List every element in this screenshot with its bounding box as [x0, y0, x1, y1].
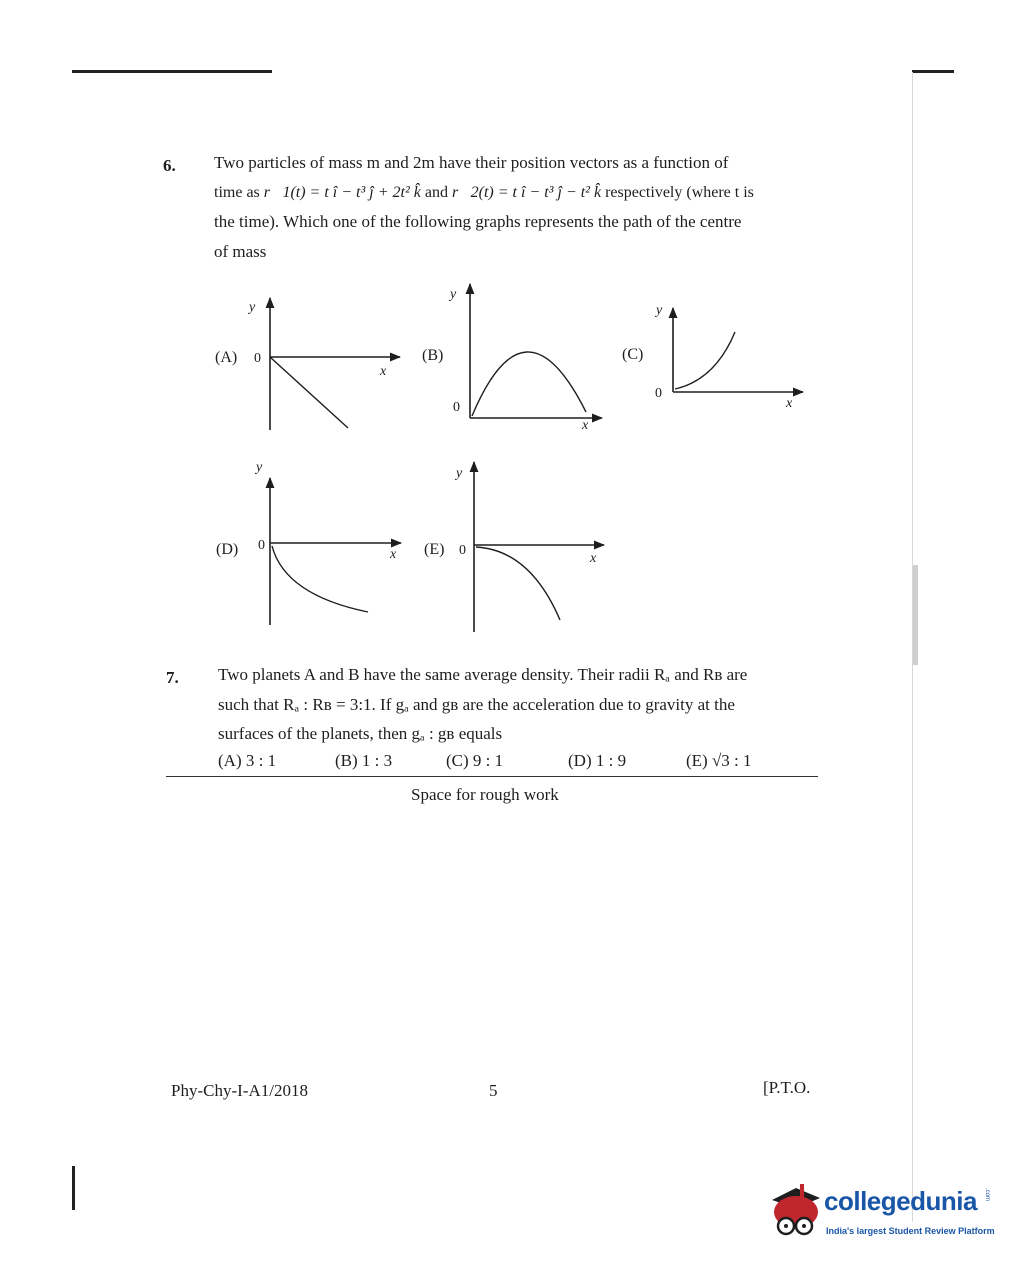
question-6-number: 6.	[163, 156, 176, 175]
question-6-line3: the time). Which one of the following graphs represents the path of the centre	[214, 212, 742, 231]
graph-e-x-label: x	[590, 551, 597, 566]
graph-b-zero: 0	[453, 400, 460, 415]
graph-e-y-label: y	[456, 466, 463, 481]
graph-e-label: (E)	[424, 541, 445, 558]
graph-e	[474, 462, 604, 632]
position-vector-r2: r⃗2(t) = t î − t³ ĵ − t² k̂	[451, 183, 602, 201]
rough-work-divider	[166, 776, 818, 777]
graph-c-curve	[675, 332, 735, 389]
collegedunia-wordmark: collegedunia	[824, 1186, 977, 1216]
graph-c-x-label: x	[786, 396, 793, 411]
collegedunia-suffix: .com	[984, 1188, 990, 1202]
graph-d-curve	[272, 546, 368, 612]
question-7-option-d: (D) 1 : 9	[568, 751, 627, 770]
question-6-line2-post: respectively (where t is	[601, 183, 754, 201]
graph-a-y-label: y	[249, 300, 256, 315]
graph-b-y-label: y	[450, 287, 457, 302]
graph-b	[470, 284, 602, 418]
collegedunia-mascot-icon	[766, 1180, 826, 1242]
graph-d-x-label: x	[390, 547, 397, 562]
graph-b-x-label: x	[582, 418, 589, 433]
graph-e-curve	[476, 547, 560, 620]
graph-a-x-label: x	[380, 364, 387, 379]
graph-a-curve	[270, 357, 348, 428]
position-vector-r1: r⃗1(t) = t î − t³ ĵ + 2t² k̂	[263, 183, 421, 201]
question-6-line2-pre: time as	[214, 183, 264, 201]
graph-a-label: (A)	[215, 349, 238, 366]
graph-c-zero: 0	[655, 386, 662, 401]
rough-work-label: Space for rough work	[411, 785, 559, 804]
question-7-text	[218, 660, 818, 749]
question-7-line3: surfaces of the planets, then gₐ : gʙ equals	[218, 724, 503, 743]
question-6-and: and	[420, 183, 452, 201]
graph-d-zero: 0	[258, 538, 265, 553]
question-6-line4: of mass	[214, 241, 267, 261]
graph-c-label: (C)	[622, 346, 644, 363]
question-7-line2: such that Rₐ : Rʙ = 3:1. If gₐ and gʙ are the acceleration due to gravity at the	[218, 694, 735, 714]
graph-c	[673, 308, 803, 392]
question-7-option-e: (E) √3 : 1	[686, 751, 752, 770]
question-7-number: 7.	[166, 668, 179, 687]
footer-page-number: 5	[489, 1081, 498, 1100]
graph-c-y-label: y	[656, 303, 663, 318]
collegedunia-logo	[766, 1180, 996, 1250]
footer-pto: [P.T.O.	[763, 1078, 811, 1097]
question-7-option-c: (C) 9 : 1	[446, 751, 504, 770]
graph-a-zero: 0	[254, 351, 261, 366]
question-7-option-a: (A) 3 : 1	[218, 751, 277, 770]
graph-d-y-label: y	[256, 460, 263, 475]
footer-paper-code: Phy-Chy-I-A1/2018	[171, 1081, 308, 1100]
graph-b-curve	[472, 352, 586, 416]
question-7-option-b: (B) 1 : 3	[335, 751, 393, 770]
graph-d-label: (D)	[216, 541, 239, 558]
question-6-line1: Two particles of mass m and 2m have their position vectors as a function of	[214, 153, 729, 172]
graph-e-zero: 0	[459, 543, 466, 558]
question-7-line1: Two planets A and B have the same average density. Their radii Rₐ and Rʙ are	[218, 665, 748, 684]
graph-b-label: (B)	[422, 347, 444, 364]
graph-d	[270, 478, 401, 625]
collegedunia-tagline: India's largest Student Review Platform	[826, 1226, 995, 1236]
